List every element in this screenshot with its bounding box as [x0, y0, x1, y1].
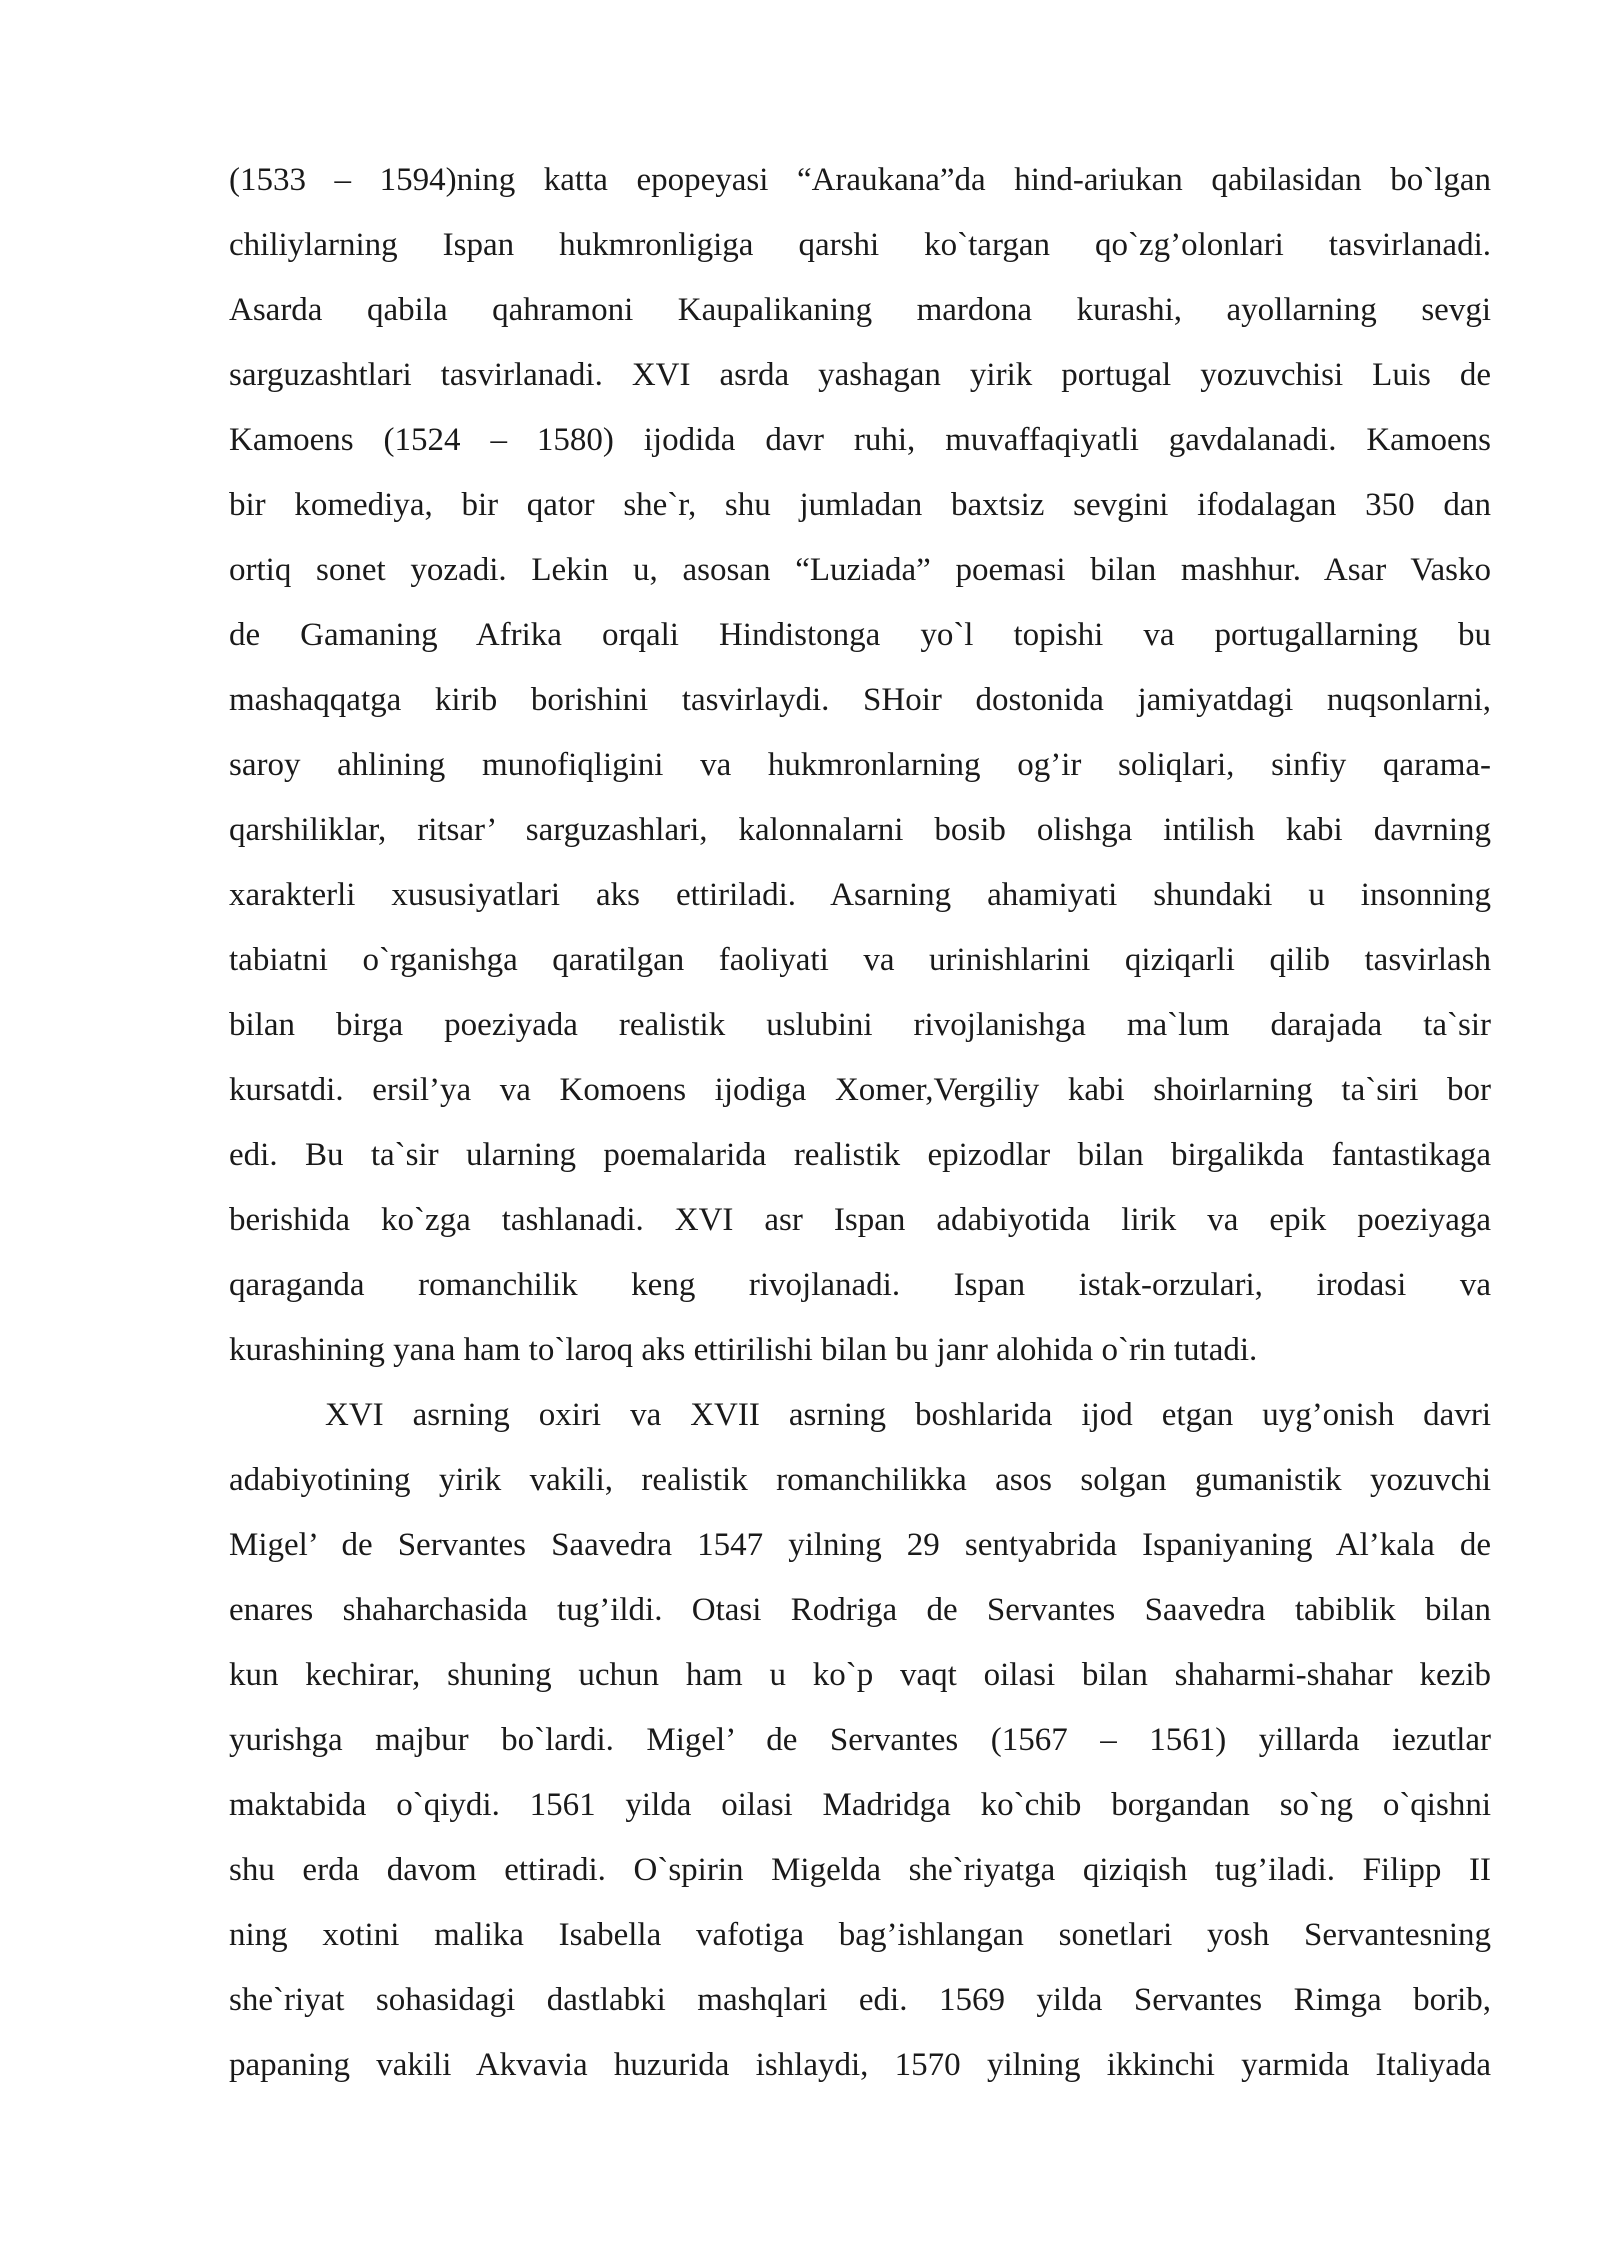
text-line: chiliylarning Ispan hukmronligiga qarshi ko`targan qo`zg’olonlari tasvirlanadi. [229, 227, 1491, 263]
text-line: kun kechirar, shuning uchun ham u ko`p vaqt oilasi bilan shaharmi-shahar kezib [229, 1657, 1491, 1693]
text-line: bir komediya, bir qator she`r, shu jumladan baxtsiz sevgini ifodalagan 350 dan [229, 487, 1491, 523]
text-line: papaning vakili Akvavia huzurida ishlaydi, 1570 yilning ikkinchi yarmida Italiyada [229, 2047, 1491, 2083]
text-line: adabiyotining yirik vakili, realistik romanchilikka asos solgan gumanistik yozuvchi [229, 1462, 1491, 1498]
text-line: ortiq sonet yozadi. Lekin u, asosan “Luziada” poemasi bilan mashhur. Asar Vasko [229, 552, 1491, 588]
text-line: xarakterli xususiyatlari aks ettiriladi. Asarning ahamiyati shundaki u insonning [229, 877, 1491, 913]
paragraph-1 [229, 148, 1491, 1383]
text-line: she`riyat sohasidagi dastlabki mashqlari edi. 1569 yilda Servantes Rimga borib, [229, 1982, 1491, 2018]
paragraph-2 [229, 1383, 1491, 2098]
text-line: yurishga majbur bo`lardi. Migel’ de Servantes (1567 – 1561) yillarda iezutlar [229, 1722, 1491, 1758]
text-line: saroy ahlining munofiqligini va hukmronlarning og’ir soliqlari, sinfiy qarama- [229, 747, 1491, 783]
text-line: Kamoens (1524 – 1580) ijodida davr ruhi, muvaffaqiyatli gavdalanadi. Kamoens [229, 422, 1491, 458]
text-line: de Gamaning Afrika orqali Hindistonga yo`l topishi va portugallarning bu [229, 617, 1491, 653]
text-line: bilan birga poeziyada realistik uslubini rivojlanishga ma`lum darajada ta`sir [229, 1007, 1491, 1043]
text-line: maktabida o`qiydi. 1561 yilda oilasi Madridga ko`chib borgandan so`ng o`qishni [229, 1787, 1491, 1823]
text-line: Asarda qabila qahramoni Kaupalikaning mardona kurashi, ayollarning sevgi [229, 292, 1491, 328]
text-line: enares shaharchasida tug’ildi. Otasi Rodriga de Servantes Saavedra tabiblik bilan [229, 1592, 1491, 1628]
text-line: XVI asrning oxiri va XVII asrning boshlarida ijod etgan uyg’onish davri [325, 1397, 1491, 1433]
text-line: qarshiliklar, ritsar’ sarguzashlari, kalonnalarni bosib olishga intilish kabi davrning [229, 812, 1491, 848]
text-line: kurashining yana ham to`laroq aks ettirilishi bilan bu janr alohida o`rin tutadi. [229, 1332, 1258, 1368]
text-line: Migel’ de Servantes Saavedra 1547 yilning 29 sentyabrida Ispaniyaning Al’kala de [229, 1527, 1491, 1563]
text-line: qaraganda romanchilik keng rivojlanadi. Ispan istak-orzulari, irodasi va [229, 1267, 1491, 1303]
document-body [229, 148, 1491, 2098]
text-line: sarguzashtlari tasvirlanadi. XVI asrda yashagan yirik portugal yozuvchisi Luis de [229, 357, 1491, 393]
text-line: ning xotini malika Isabella vafotiga bag’ishlangan sonetlari yosh Servantesning [229, 1917, 1491, 1953]
text-line: shu erda davom ettiradi. O`spirin Migelda she`riyatga qiziqish tug’iladi. Filipp II [229, 1852, 1491, 1888]
text-line: tabiatni o`rganishga qaratilgan faoliyati va urinishlarini qiziqarli qilib tasvirlash [229, 942, 1491, 978]
text-line: mashaqqatga kirib borishini tasvirlaydi. SHoir dostonida jamiyatdagi nuqsonlarni, [229, 682, 1491, 718]
text-line: berishida ko`zga tashlanadi. XVI asr Ispan adabiyotida lirik va epik poeziyaga [229, 1202, 1491, 1238]
text-line: (1533 – 1594)ning katta epopeyasi “Araukana”da hind-ariukan qabilasidan bo`lgan [229, 162, 1491, 198]
text-line: kursatdi. ersil’ya va Komoens ijodiga Xomer,Vergiliy kabi shoirlarning ta`siri bor [229, 1072, 1491, 1108]
text-line: edi. Bu ta`sir ularning poemalarida realistik epizodlar bilan birgalikda fantastikaga [229, 1137, 1491, 1173]
